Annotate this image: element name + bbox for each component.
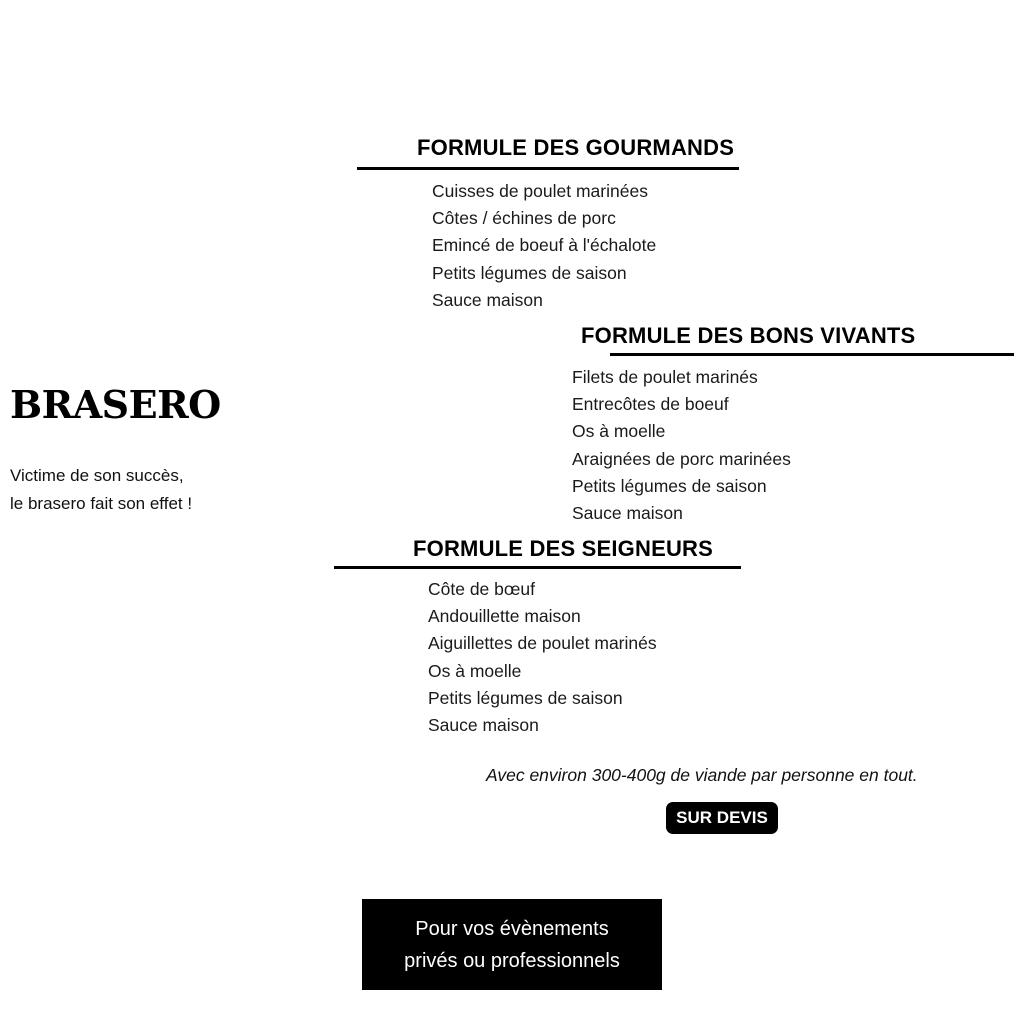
- brand-tagline: [10, 462, 192, 518]
- events-cta-button[interactable]: [362, 899, 662, 990]
- list-item: Os à moelle: [572, 421, 666, 442]
- quantity-note: Avec environ 300-400g de viande par personne en tout.: [486, 765, 918, 785]
- section-divider: [334, 566, 741, 569]
- list-item: Côtes / échines de porc: [432, 208, 616, 229]
- list-gourmands: [432, 178, 656, 314]
- list-item: Côte de bœuf: [428, 579, 535, 599]
- list-item: Aiguillettes de poulet marinés: [428, 633, 657, 654]
- list-item: Andouillette maison: [428, 606, 581, 627]
- quote-badge[interactable]: SUR DEVIS: [666, 802, 778, 834]
- list-item: Petits légumes de saison: [428, 687, 623, 708]
- list-item: Os à moelle: [428, 660, 522, 681]
- list-item: Araignées de porc marinées: [572, 448, 791, 469]
- section-title-bons-vivants: FORMULE DES BONS VIVANTS: [581, 323, 916, 348]
- section-title-gourmands: FORMULE DES GOURMANDS: [417, 135, 735, 160]
- section-divider: [610, 353, 1014, 356]
- list-seigneurs: [428, 576, 657, 739]
- tagline-line: Victime de son succès,: [10, 466, 184, 485]
- list-bons-vivants: [572, 364, 791, 527]
- list-item: Cuisses de poulet marinées: [432, 181, 648, 201]
- section-divider: [357, 167, 739, 170]
- list-item: Petits légumes de saison: [572, 475, 767, 496]
- list-item: Sauce maison: [432, 289, 543, 310]
- brand-title: BRASERO: [10, 382, 221, 427]
- list-item: Sauce maison: [572, 503, 683, 524]
- list-item: Petits légumes de saison: [432, 262, 627, 283]
- list-item: Entrecôtes de boeuf: [572, 394, 729, 415]
- tagline-line: le brasero fait son effet !: [10, 494, 193, 513]
- list-item: Emincé de boeuf à l'échalote: [432, 235, 657, 256]
- section-title-seigneurs: FORMULE DES SEIGNEURS: [413, 536, 714, 561]
- cta-line: privés ou professionnels: [404, 949, 620, 972]
- list-item: Sauce maison: [428, 715, 539, 736]
- list-item: Filets de poulet marinés: [572, 367, 758, 387]
- cta-line: Pour vos évènements: [415, 917, 609, 940]
